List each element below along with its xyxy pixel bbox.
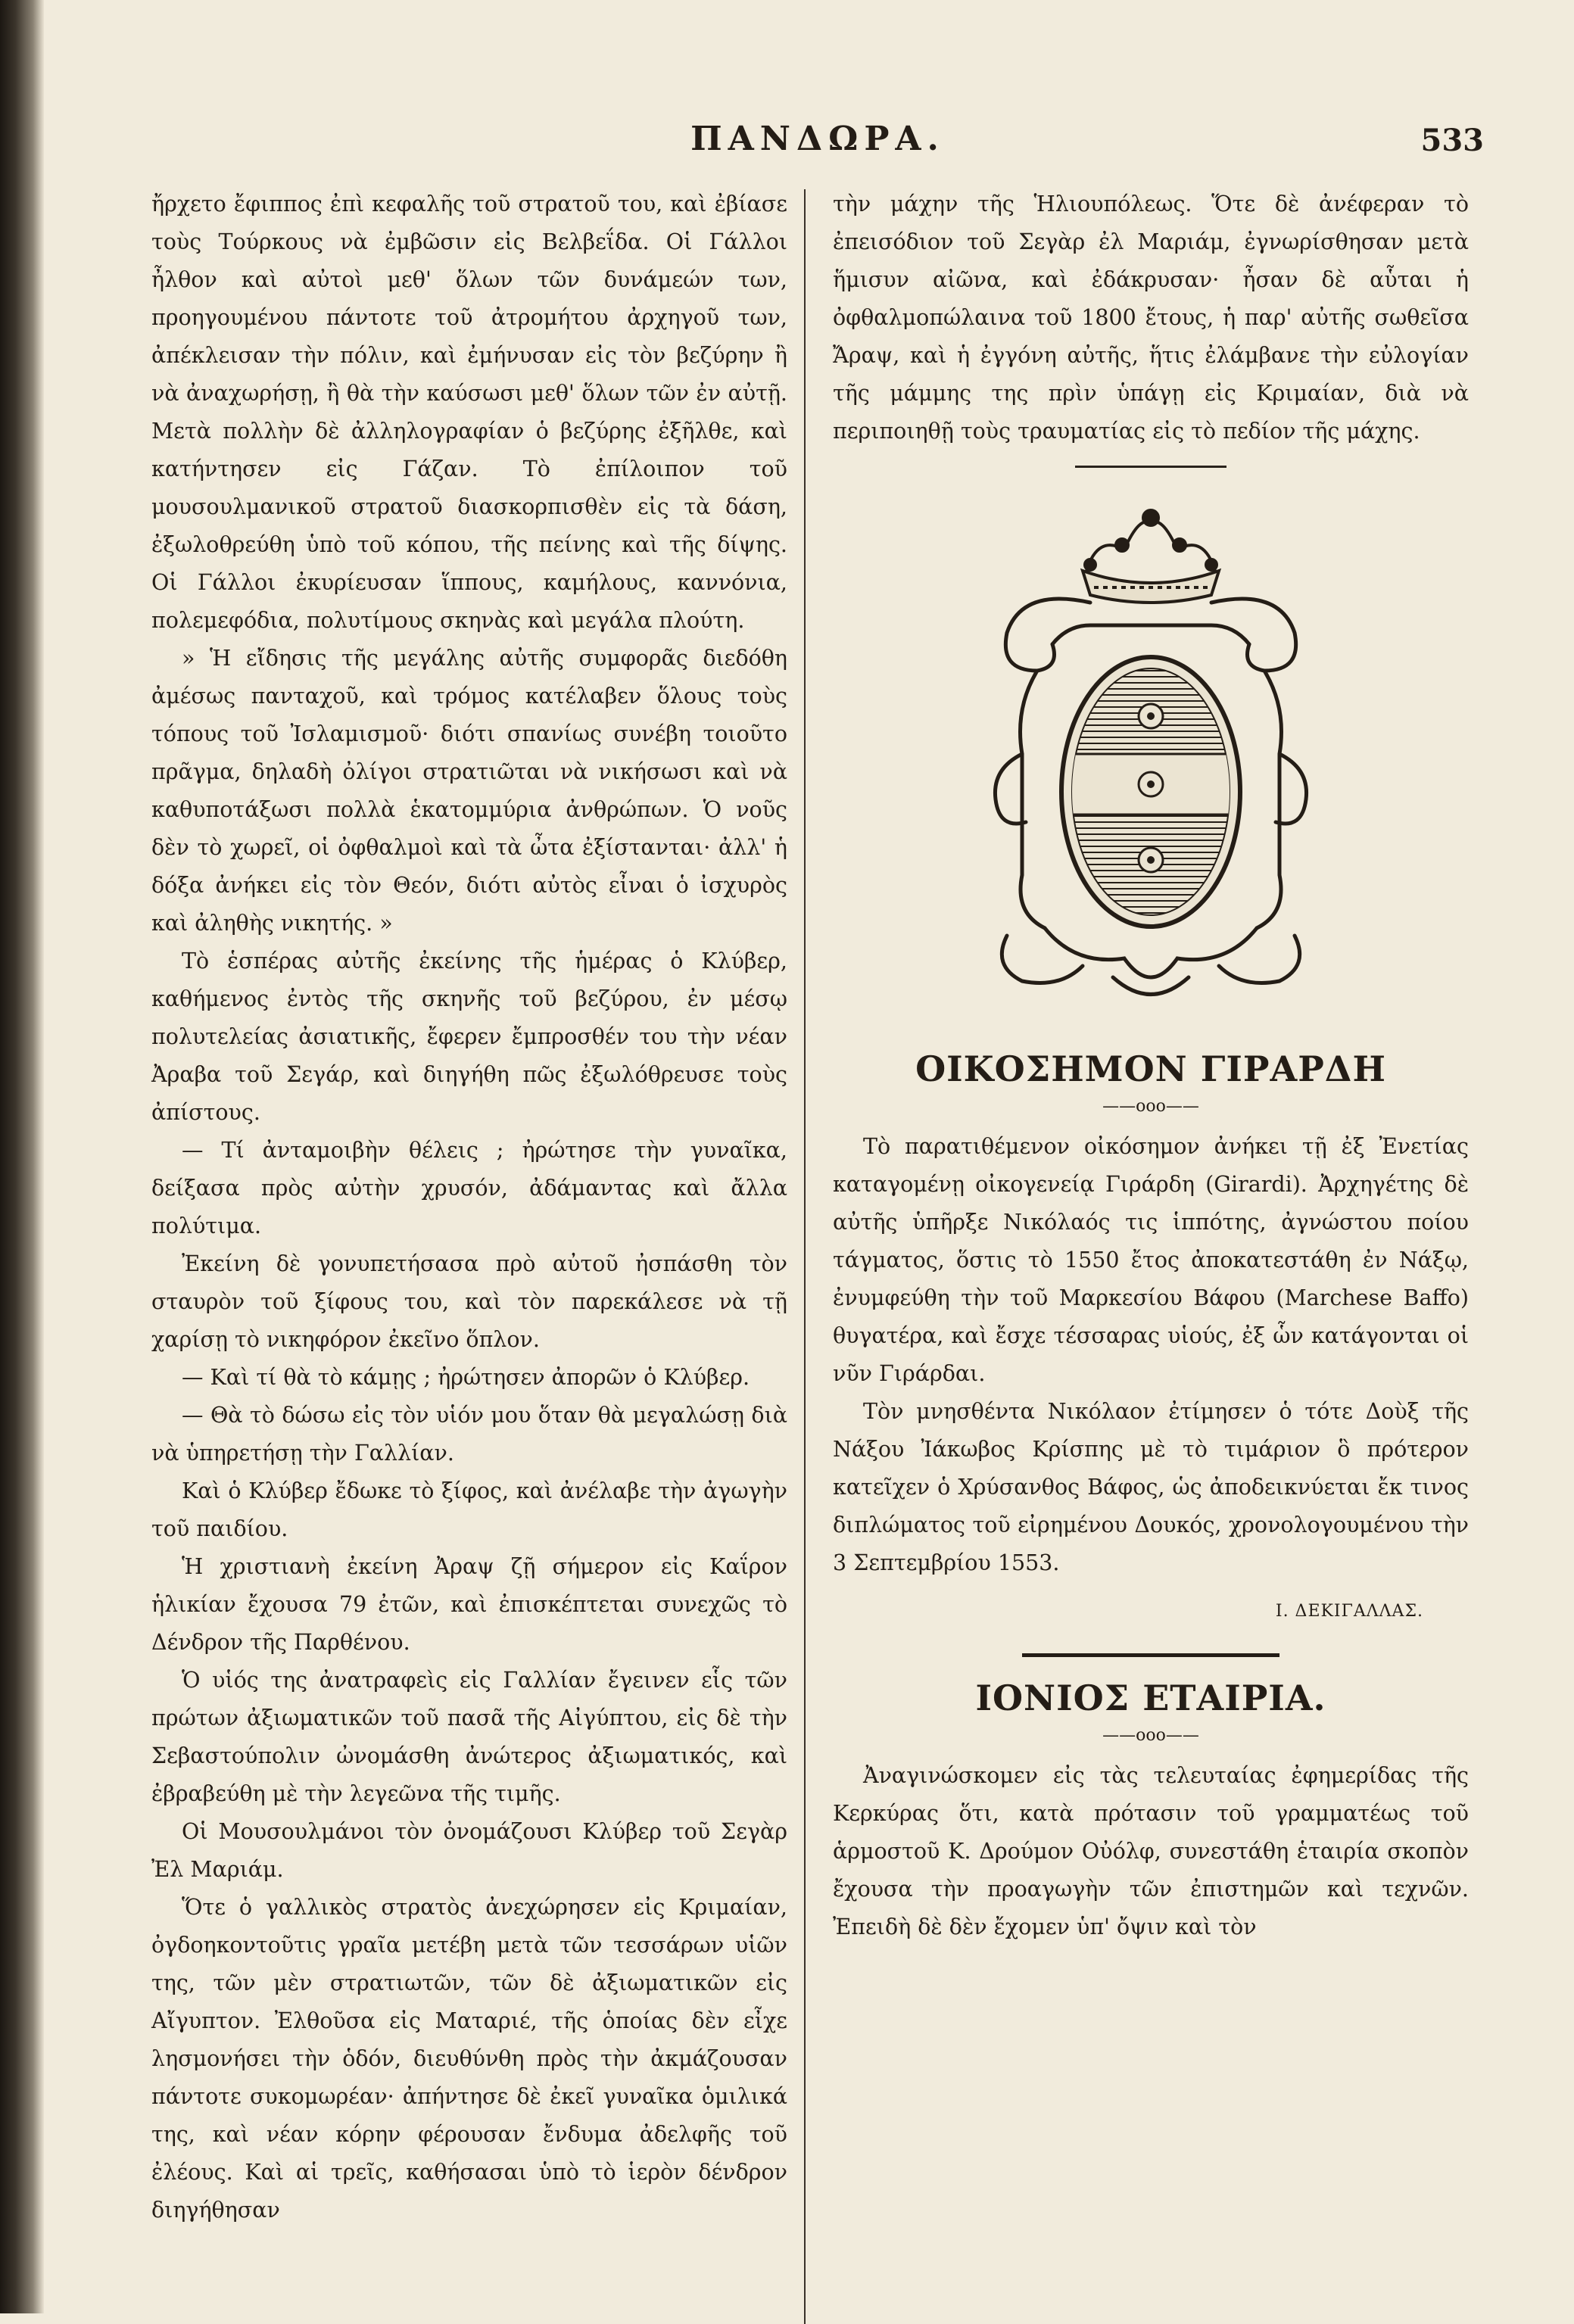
paragraph: Ὁ υἱός της ἀνατραφεὶς εἰς Γαλλίαν ἔγεινεν εἷς τῶν πρώτων ἀξιωματικῶν τοῦ πασᾶ τῆς Αἰγύπτου, εἰς δὲ τὴν Σεβαστούπολιν ὠνομάσθη ἀνώτερος ἀξιωματικός, καὶ ἐβραβεύθη μὲ τὴν λεγεῶνα τῆς τιμῆς. <box>151 1668 787 1806</box>
paragraph: Τὸ ἑσπέρας αὐτῆς ἐκείνης τῆς ἡμέρας ὁ Κλύβερ, καθήμενος ἐντὸς τῆς σκηνῆς τοῦ βεζύρου, ἐν μέσῳ πολυτελείας ἀσιατικῆς, ἔφερεν ἔμπροσθέν του τὴν νέαν Ἀραβα τοῦ Σεγάρ, καὶ διηγήθη πῶς ἐξωλόθρευσε τοὺς ἀπίστους. <box>151 949 787 1125</box>
paragraph: Ὅτε ὁ γαλλικὸς στρατὸς ἀνεχώρησεν εἰς Κριμαίαν, ὀγδοηκοντοῦτις γραῖα μετέβη μετὰ τῶν τεσσάρων υἱῶν της, τῶν μὲν στρατιωτῶν, τῶν δὲ ἀξιωματικῶν εἰς Αἴγυπτον. Ἐλθοῦσα εἰς Ματαριέ, τῆς ὁποίας δὲν εἶχε λησμονήσει τὴν ὁδόν, διευθύνθη πρὸς τὴν ἀκμάζουσαν πάντοτε συκομωρέαν· ἀπήντησε δὲ ἐκεῖ γυναῖκα ὁμιλικά της, καὶ νέαν κόρην φέρουσαν ἔνδυμα ἀδελφῆς τοῦ ἐλέους. Καὶ αἱ τρεῖς, καθήσασαι ὑπὸ τὸ ἱερὸν δένδρον διηγήθησαν <box>151 1895 787 2223</box>
separator-rule <box>1075 466 1226 468</box>
running-title: ΠΑΝΔΩΡΑ. <box>690 120 945 158</box>
magazine-page <box>151 114 1484 2294</box>
paragraph: τὴν μάχην τῆς Ἡλιουπόλεως. Ὅτε δὲ ἀνέφεραν τὸ ἐπεισόδιον τοῦ Σεγὰρ ἐλ Μαριάμ, ἐγνωρίσθησαν μετὰ ἥμισυν αἰῶνα, καὶ ἐδάκρυσαν· ἦσαν δὲ αὗται ἡ ὀφθαλμοπώλαινα τοῦ 1800 ἔτους, ἡ παρ' αὐτῆς σωθεῖσα Ἄραψ, καὶ ἡ ἐγγόνη αὐτῆς, ἥτις ἐλάμβανε τὴν εὐλογίαν τῆς μάμμης της πρὶν ὑπάγῃ εἰς Κριμαίαν, διὰ νὰ περιποιηθῇ τοὺς τραυματίας εἰς τὸ πεδίον τῆς μάχης. <box>833 192 1469 444</box>
author-signature: I. ΔΕΚΙΓΑΛΛΑΣ. <box>1275 1602 1423 1621</box>
left-column <box>151 185 787 2229</box>
paragraph: ἤρχετο ἔφιππος ἐπὶ κεφαλῆς τοῦ στρατοῦ του, καὶ ἐβίασε τοὺς Τούρκους νὰ ἐμβῶσιν εἰς Βελβεΐδα. Οἱ Γάλλοι ἦλθον καὶ αὐτοὶ μεθ' ὅλων τῶν δυνάμεών των, προηγουμένου πάντοτε τοῦ ἀτρομήτου ἀρχηγοῦ των, ἀπέκλεισαν τὴν πόλιν, καὶ ἐμήνυσαν εἰς τὸν βεζύρην ἢ νὰ ἀναχωρήσῃ, ἢ θὰ τὴν καύσωσι μεθ' ὅλων τῶν ἐν αὐτῇ. Μετὰ πολλὴν δὲ ἀλληλογραφίαν ὁ βεζύρης ἐξῆλθε, καὶ κατήντησεν εἰς Γάζαν. Τὸ ἐπίλοιπον τοῦ μουσουλμανικοῦ στρατοῦ διασκορπισθὲν εἰς τὰ δάση, ἐξωλοθρεύθη ὑπὸ τοῦ κόπου, τῆς πείνης καὶ τῆς δίψης. Οἱ Γάλλοι ἐκυρίευσαν ἵππους, καμήλους, καννόνια, πολεμεφόδια, πολυτίμους σκηνὰς καὶ μεγάλα πλούτη. <box>151 192 787 633</box>
page-header <box>151 114 1484 174</box>
page-number: 533 <box>1420 123 1484 158</box>
paragraph: Τὸν μνησθέντα Νικόλαον ἐτίμησεν ὁ τότε Δοὺξ τῆς Νάξου Ἰάκωβος Κρίσπης μὲ τὸ τιμάριον ὃ πρότερον κατεῖχεν ὁ Χρύσανθος Βάφος, ὡς ἀποδεικνύεται ἔκ τινος διπλώματος τοῦ εἰρημένου Δουκός, χρονολογουμένου τὴν 3 Σεπτεμβρίου 1553. <box>833 1399 1469 1575</box>
paragraph: Τὸ παρατιθέμενον οἰκόσημον ἀνήκει τῇ ἐξ Ἐνετίας καταγομένῃ οἰκογενείᾳ Γιράρδη (Girardi). Ἀρχηγέτης δὲ αὐτῆς ὑπῆρξε Νικόλαός τις ἱππότης, ἀγνώστου ποίου τάγματος, ὅστις τὸ 1550 ἔτος ἀποκατεστάθη ἐν Νάξῳ, ἐνυμφεύθη τὴν τοῦ Μαρκεσίου Βάφου (Marchese Baffo) θυγατέρα, καὶ ἔσχε τέσσαρας υἱούς, ἐξ ὧν κατάγονται οἱ νῦν Γιράρδαι. <box>833 1134 1469 1386</box>
paragraph: Ἡ χριστιανὴ ἐκείνη Ἀραψ ζῇ σήμερον εἰς Καΐρον ἡλικίαν ἔχουσα 79 ἐτῶν, καὶ ἐπισκέπτεται συνεχῶς τὸ Δένδρον τῆς Παρθένου. <box>151 1554 787 1655</box>
book-spine-shadow <box>0 0 44 2313</box>
ornament-divider: ——ooo—— <box>1102 1726 1199 1745</box>
paragraph: Οἱ Μουσουλμάνοι τὸν ὀνομάζουσι Κλύβερ τοῦ Σεγὰρ Ἐλ Μαριάμ. <box>151 1819 787 1882</box>
column-divider <box>804 189 806 2324</box>
paragraph: Ἐκείνη δὲ γονυπετήσασα πρὸ αὐτοῦ ἠσπάσθη τὸν σταυρὸν τοῦ ξίφους του, καὶ τὸν παρεκάλεσε νὰ τῇ χαρίσῃ τὸ νικηφόρον ἐκεῖνο ὅπλον. <box>151 1251 787 1352</box>
paragraph: — Καὶ τί θὰ τὸ κάμῃς ; ἠρώτησεν ἀπορῶν ὁ Κλύβερ. <box>182 1365 750 1390</box>
paragraph: » Ἡ εἴδησις τῆς μεγάλης αὐτῆς συμφορᾶς διεδόθη ἀμέσως πανταχοῦ, καὶ τρόμος κατέλαβεν ὅλους τοὺς τόπους τοῦ Ἰσλαμισμοῦ· διότι σπανίως συνέβη τοιοῦτο πρᾶγμα, δηλαδὴ ὀλίγοι στρατιῶται νὰ νικήσωσι καὶ νὰ καθυποτάξωσι πολλὰ ἑκατομμύρια ἀνθρώπων. Ὁ νοῦς δὲν τὸ χωρεῖ, οἱ ὀφθαλμοὶ καὶ τὰ ὦτα ἐξίστανται· ἀλλ' ἡ δόξα ἀνήκει εἰς τὸν Θεόν, διότι αὐτὸς εἶναι ὁ ἰσχυρὸς καὶ ἀληθὴς νικητής. » <box>151 646 787 936</box>
section-title-oikosimon: ΟΙΚΟΣΗΜΟΝ ΓΙΡΑΡΔΗ <box>915 1048 1386 1089</box>
right-column <box>833 185 1469 1946</box>
section-title-ionios: ΙΟΝΙΟΣ ΕΤΑΙΡΙΑ. <box>975 1678 1326 1718</box>
paragraph: — Θὰ τὸ δώσω εἰς τὸν υἱόν μου ὅταν θὰ μεγαλώσῃ διὰ νὰ ὑπηρετήσῃ τὴν Γαλλίαν. <box>151 1403 787 1466</box>
ornament-divider: ——ooo—— <box>1102 1097 1199 1116</box>
paragraph: Καὶ ὁ Κλύβερ ἔδωκε τὸ ξίφος, καὶ ἀνέλαβε τὴν ἀγωγὴν τοῦ παιδίου. <box>151 1478 787 1541</box>
coat-of-arms-icon <box>962 481 1340 1026</box>
paragraph: — Τί ἀνταμοιβὴν θέλεις ; ἠρώτησε τὴν γυναῖκα, δείξασα πρὸς αὐτὴν χρυσόν, ἀδάμαντας καὶ ἄλλα πολύτιμα. <box>151 1138 787 1238</box>
section-separator-rule <box>1022 1653 1279 1657</box>
paragraph: Ἀναγινώσκομεν εἰς τὰς τελευταίας ἐφημερίδας τῆς Κερκύρας ὅτι, κατὰ πρότασιν τοῦ γραμματέως τοῦ ἁρμοστοῦ Κ. Δρούμον Οὐόλφ, συνεστάθη ἑταιρία σκοπὸν ἔχουσα τὴν προαγωγὴν τῶν ἐπιστημῶν καὶ τεχνῶν. Ἐπειδὴ δὲ δὲν ἔχομεν ὑπ' ὄψιν καὶ τὸν <box>833 1763 1469 1939</box>
